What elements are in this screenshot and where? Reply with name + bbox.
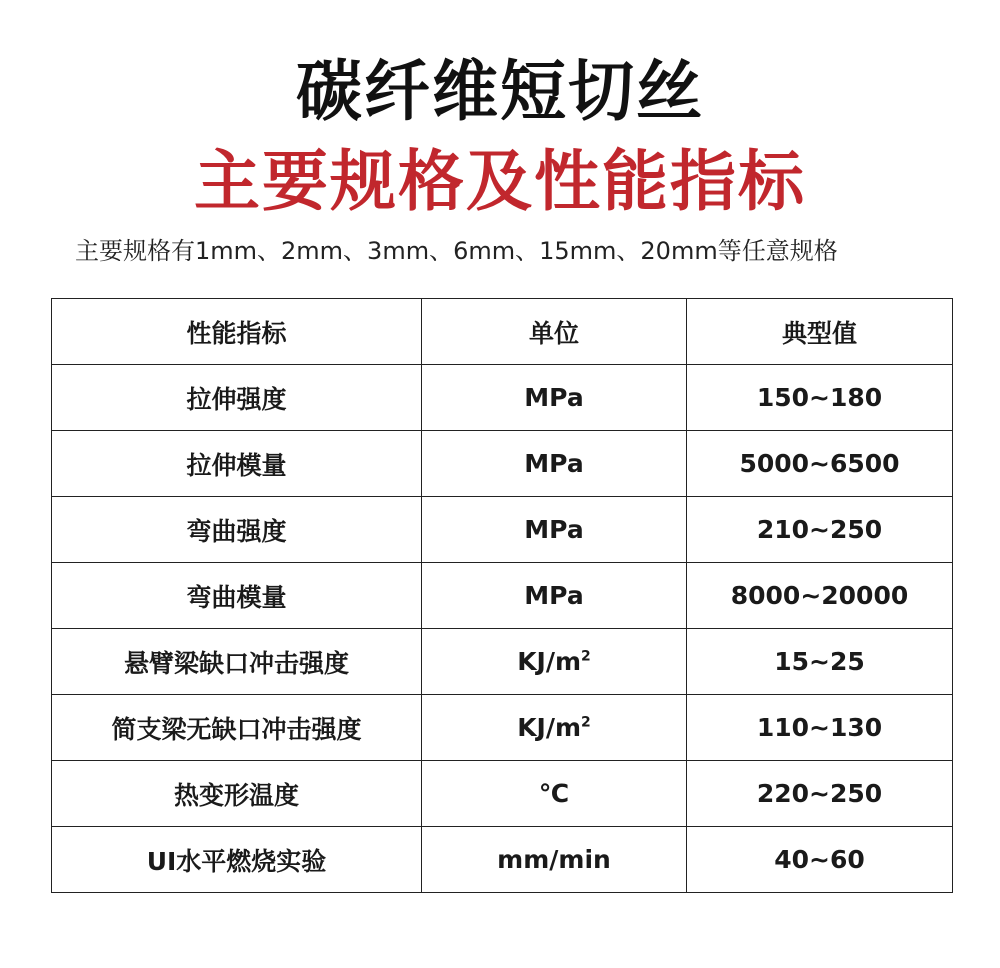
table-row bbox=[52, 365, 953, 431]
cell-value: 210~250 bbox=[687, 497, 953, 563]
cell-value: 220~250 bbox=[687, 761, 953, 827]
cell-unit bbox=[422, 695, 687, 761]
cell-indicator: 拉伸强度 bbox=[52, 365, 422, 431]
cell-unit bbox=[422, 629, 687, 695]
cell-indicator: 热变形温度 bbox=[52, 761, 422, 827]
table-row bbox=[52, 761, 953, 827]
unit-text: KJ/m bbox=[517, 647, 582, 676]
unit-text: KJ/m bbox=[517, 713, 582, 742]
unit-superscript: 2 bbox=[581, 648, 591, 665]
column-header-unit: 单位 bbox=[422, 299, 687, 365]
cell-indicator: 拉伸模量 bbox=[52, 431, 422, 497]
unit-text: mm/min bbox=[497, 845, 611, 874]
table-row bbox=[52, 431, 953, 497]
cell-value: 150~180 bbox=[687, 365, 953, 431]
column-header-indicator: 性能指标 bbox=[52, 299, 422, 365]
unit-text: ℃ bbox=[538, 779, 570, 808]
cell-value: 110~130 bbox=[687, 695, 953, 761]
cell-indicator: UI水平燃烧实验 bbox=[52, 827, 422, 893]
cell-unit bbox=[422, 365, 687, 431]
table-row bbox=[52, 827, 953, 893]
table-header-row bbox=[52, 299, 953, 365]
unit-text: MPa bbox=[524, 383, 584, 412]
table-row bbox=[52, 563, 953, 629]
cell-unit bbox=[422, 431, 687, 497]
spec-table bbox=[51, 298, 953, 893]
spec-note: 主要规格有1mm、2mm、3mm、6mm、15mm、20mm等任意规格 bbox=[75, 237, 838, 265]
cell-indicator: 弯曲模量 bbox=[52, 563, 422, 629]
cell-indicator: 弯曲强度 bbox=[52, 497, 422, 563]
cell-unit bbox=[422, 563, 687, 629]
unit-text: MPa bbox=[524, 449, 584, 478]
cell-unit bbox=[422, 827, 687, 893]
column-header-value: 典型值 bbox=[687, 299, 953, 365]
table-row bbox=[52, 629, 953, 695]
cell-value: 15~25 bbox=[687, 629, 953, 695]
cell-indicator: 悬臂梁缺口冲击强度 bbox=[52, 629, 422, 695]
table-row bbox=[52, 695, 953, 761]
table-row bbox=[52, 497, 953, 563]
cell-value: 40~60 bbox=[687, 827, 953, 893]
unit-text: MPa bbox=[524, 581, 584, 610]
page-subtitle: 主要规格及性能指标 bbox=[194, 143, 806, 220]
page-title: 碳纤维短切丝 bbox=[296, 53, 704, 130]
unit-superscript: 2 bbox=[581, 714, 591, 731]
cell-value: 5000~6500 bbox=[687, 431, 953, 497]
unit-text: MPa bbox=[524, 515, 584, 544]
cell-unit bbox=[422, 761, 687, 827]
cell-indicator: 简支梁无缺口冲击强度 bbox=[52, 695, 422, 761]
cell-value: 8000~20000 bbox=[687, 563, 953, 629]
cell-unit bbox=[422, 497, 687, 563]
